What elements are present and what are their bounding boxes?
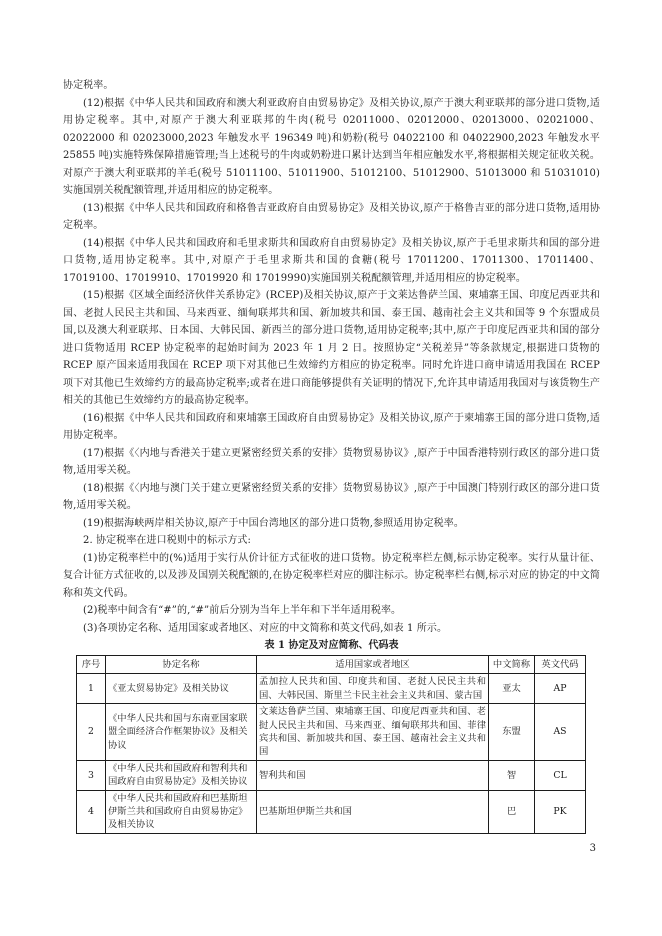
- column-header-english-code: 英文代码: [535, 656, 586, 674]
- column-header-agreement-name: 协定名称: [106, 656, 257, 674]
- paragraph-item-15: (15)根据《区域全面经济伙伴关系协定》(RCEP)及相关协议,原产于文莱达鲁萨兰国、柬埔寨王国、印度尼西亚共和国、老挝人民民主共和国、马来西亚、缅甸联邦共和国、新加坡共和国、泰王国、越南社会主义共和国等 9 个东盟成员国,以及澳大利亚联邦、日本国、大韩民国、新西兰的部分进口货物,适用协定税率;其中,原产于印度尼西亚共和国的部分进口货物适用 RCEP 协定税率的起始时间为 2023 年 1 月 2 日。按照协定“关税差异”等条款规定,根据进口货物的 RCEP 原产国来适用我国在 RCEP 项下对其他已生效缔约方相应的协定税率。同时允许进口商申请适用我国在 RCEP 项下对其他已生效缔约方的最高协定税率;或者在进口商能够提供有关证明的情况下,允许其申请适用我国对与该货物生产相关的其他已生效缔约方的最高协定税率。: [63, 290, 600, 406]
- table-header-row: [77, 656, 586, 674]
- cell-agreement-name: 《中华人民共和国政府和智利共和国政府自由贸易协定》及相关协议: [106, 760, 257, 790]
- page-number: 3: [589, 842, 596, 854]
- cell-regions: 智利共和国: [257, 760, 489, 790]
- cell-english-code: AS: [535, 704, 586, 761]
- column-header-chinese-abbr: 中文简称: [489, 656, 535, 674]
- cell-english-code: PK: [535, 790, 586, 833]
- cell-index: 1: [77, 674, 106, 704]
- agreements-code-table: [76, 655, 586, 834]
- table-row: [77, 674, 586, 704]
- column-header-index: 序号: [77, 656, 106, 674]
- cell-regions: 巴基斯坦伊斯兰共和国: [257, 790, 489, 833]
- paragraph-item-14: (14)根据《中华人民共和国政府和毛里求斯共和国政府自由贸易协定》及相关协议,原产于毛里求斯共和国的部分进口货物,适用协定税率。其中,对原产于毛里求斯共和国的食糖(税号 17011200、17011300、17011400、17019100、17019910、17019920 和 17019990)实施国别关税配额管理,并适用相应的协定税率。: [63, 237, 600, 284]
- cell-regions: 孟加拉人民共和国、印度共和国、老挝人民民主共和国、大韩民国、斯里兰卡民主社会主义共和国、蒙古国: [257, 674, 489, 704]
- cell-regions: 文莱达鲁萨兰国、柬埔寨王国、印度尼西亚共和国、老挝人民民主共和国、马来西亚、缅甸联邦共和国、菲律宾共和国、新加坡共和国、泰王国、越南社会主义共和国: [257, 704, 489, 761]
- cell-index: 3: [77, 760, 106, 790]
- cell-chinese-abbr: 智: [489, 760, 535, 790]
- paragraph-item-17: (17)根据《〈内地与香港关于建立更紧密经贸关系的安排〉货物贸易协议》,原产于中国香港特别行政区的部分进口货物,适用零关税。: [63, 447, 600, 476]
- cell-chinese-abbr: 巴: [489, 790, 535, 833]
- cell-chinese-abbr: 亚太: [489, 674, 535, 704]
- column-header-regions: 适用国家或者地区: [257, 656, 489, 674]
- table-row: [77, 760, 586, 790]
- section-2-item-3: (3)各项协定名称、适用国家或者地区、对应的中文简称和英文代码,如表 1 所示。: [83, 622, 448, 634]
- section-2-item-1: (1)协定税率栏中的(%)适用于实行从价计征方式征收的进口货物。协定税率栏左侧,标示协定税率。实行从量计征、复合计征方式征收的,以及涉及国别关税配额的,在协定税率栏对应的脚注标示。协定税率栏右侧,标示对应的协定的中文简称和英文代码。: [63, 552, 600, 599]
- paragraph-item-16: (16)根据《中华人民共和国政府和柬埔寨王国政府自由贸易协定》及相关协议,原产于柬埔寨王国的部分进口货物,适用协定税率。: [63, 412, 600, 441]
- cell-english-code: AP: [535, 674, 586, 704]
- table-title: 表 1 协定及对应简称、代码表: [264, 640, 399, 651]
- paragraph-item-13: (13)根据《中华人民共和国政府和格鲁吉亚政府自由贸易协定》及相关协议,原产于格鲁吉亚的部分进口货物,适用协定税率。: [63, 202, 600, 231]
- section-2-heading: 2. 协定税率在进口税则中的标示方式:: [83, 535, 251, 546]
- table-row: [77, 704, 586, 761]
- cell-agreement-name: 《中华人民共和国政府和巴基斯坦伊斯兰共和国政府自由贸易协定》及相关协议: [106, 790, 257, 833]
- section-2-item-2: (2)税率中间含有“#”的,“#”前后分别为当年上半年和下半年适用税率。: [83, 605, 402, 616]
- cell-index: 4: [77, 790, 106, 833]
- paragraph-item-12: (12)根据《中华人民共和国政府和澳大利亚政府自由贸易协定》及相关协议,原产于澳大利亚联邦的部分进口货物,适用协定税率。其中,对原产于澳大利亚联邦的牛肉(税号 02011000、02012000、02013000、02021000、02022000 和 02023000,2023 年触发水平 196349 吨)和奶粉(税号 04022100 和 04022900,2023 年触发水平 25855 吨)实施特殊保障措施管理;当上述税号的牛肉或奶粉进口累计达到当年相应触发水平,将根据相关规定征收关税。对原产于澳大利亚联邦的羊毛(税号 51011100、51011900、51012100、51012900、51013000 和 51031010)实施国别关税配额管理,并适用相应的协定税率。: [63, 97, 600, 196]
- cell-agreement-name: 《亚太贸易协定》及相关协议: [106, 674, 257, 704]
- paragraph-item-18: (18)根据《〈内地与澳门关于建立更紧密经贸关系的安排〉货物贸易协议》,原产于中国澳门特别行政区的部分进口货物,适用零关税。: [63, 482, 600, 511]
- page-content: [63, 77, 600, 854]
- table-row: [77, 790, 586, 833]
- paragraph-continuation: 协定税率。: [63, 80, 114, 91]
- cell-english-code: CL: [535, 760, 586, 790]
- paragraph-item-19: (19)根据海峡两岸相关协议,原产于中国台湾地区的部分进口货物,参照适用协定税率。: [83, 517, 464, 529]
- cell-index: 2: [77, 704, 106, 761]
- cell-agreement-name: 《中华人民共和国与东南亚国家联盟全面经济合作框架协议》及相关协议: [106, 704, 257, 761]
- cell-chinese-abbr: 东盟: [489, 704, 535, 761]
